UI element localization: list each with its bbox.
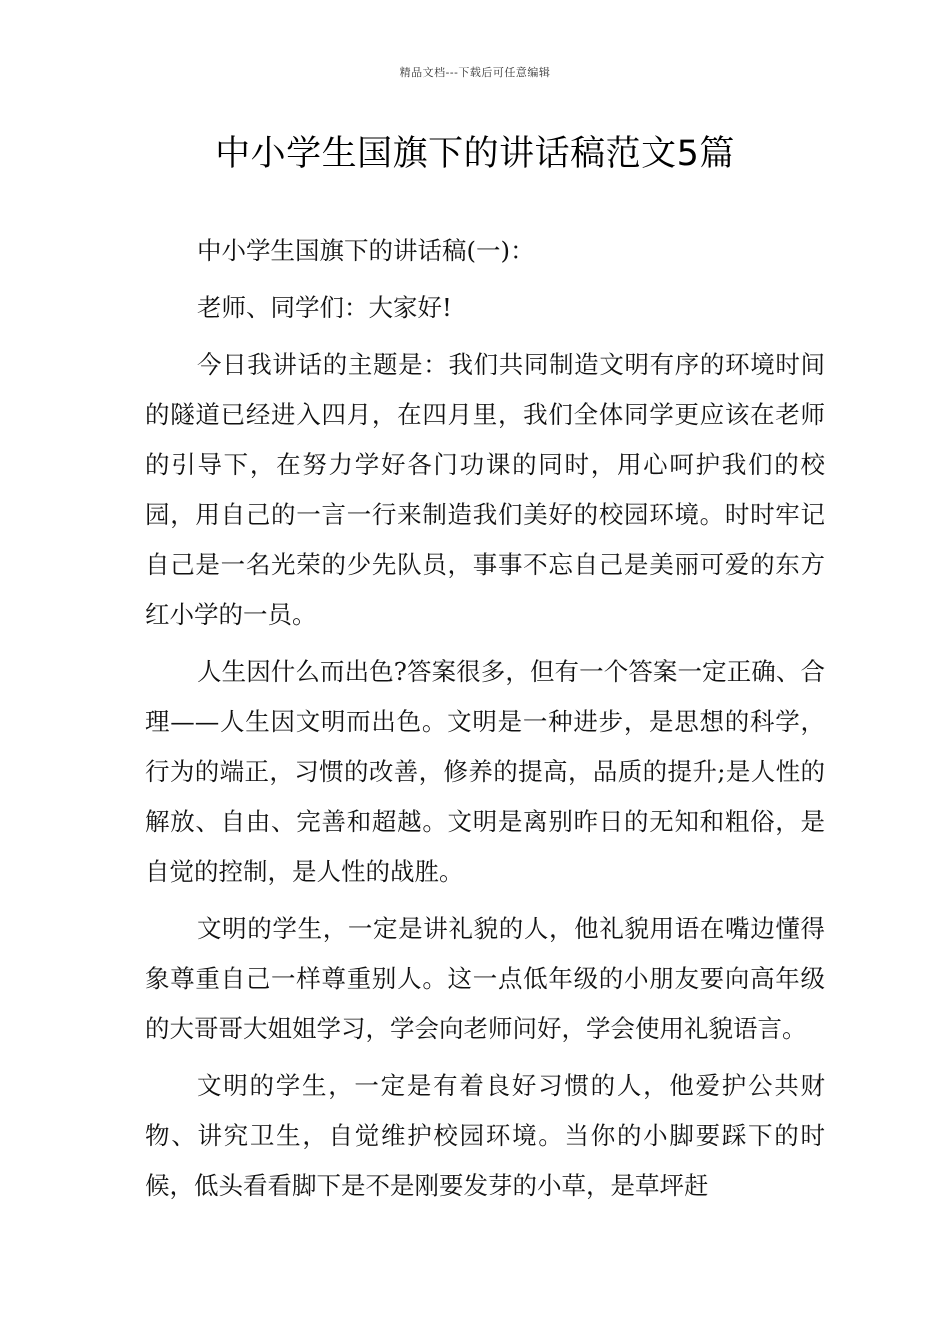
paragraph: 文明的学生，一定是讲礼貌的人，他礼貌用语在嘴边懂得象尊重自己一样尊重别人。这一点低年级的小朋友要向高年级的大哥哥大姐姐学习，学会向老师问好，学会使用礼貌语言。 bbox=[145, 914, 825, 1043]
paragraph: 中小学生国旗下的讲话稿(一)： bbox=[197, 236, 535, 265]
document-body bbox=[145, 226, 825, 1218]
paragraph: 老师、同学们：大家好! bbox=[197, 293, 452, 322]
paragraph: 人生因什么而出色?答案很多，但有一个答案一定正确、合理——人生因文明而出色。文明是一种进步，是思想的科学，行为的端正，习惯的改善，修养的提高，品质的提升;是人性的解放、自由、完善和超越。文明是离别昨日的无知和粗俗，是自觉的控制，是人性的战胜。 bbox=[145, 657, 825, 886]
paragraph: 今日我讲话的主题是：我们共同制造文明有序的环境时间的隧道已经进入四月，在四月里，我们全体同学更应该在老师的引导下，在努力学好各门功课的同时，用心呵护我们的校园，用自己的一言一行来制造我们美好的校园环境。时时牢记自己是一名光荣的少先队员，事事不忘自己是美丽可爱的东方红小学的一员。 bbox=[145, 350, 825, 629]
header-note: 精品文档---下载后可任意编辑 bbox=[399, 66, 551, 79]
document-title: 中小学生国旗下的讲话稿范文5篇 bbox=[215, 134, 735, 174]
paragraph: 文明的学生，一定是有着良好习惯的人，他爱护公共财物、讲究卫生，自觉维护校园环境。当你的小脚要踩下的时候，低头看看脚下是不是刚要发芽的小草，是草坪赶 bbox=[145, 1071, 825, 1200]
